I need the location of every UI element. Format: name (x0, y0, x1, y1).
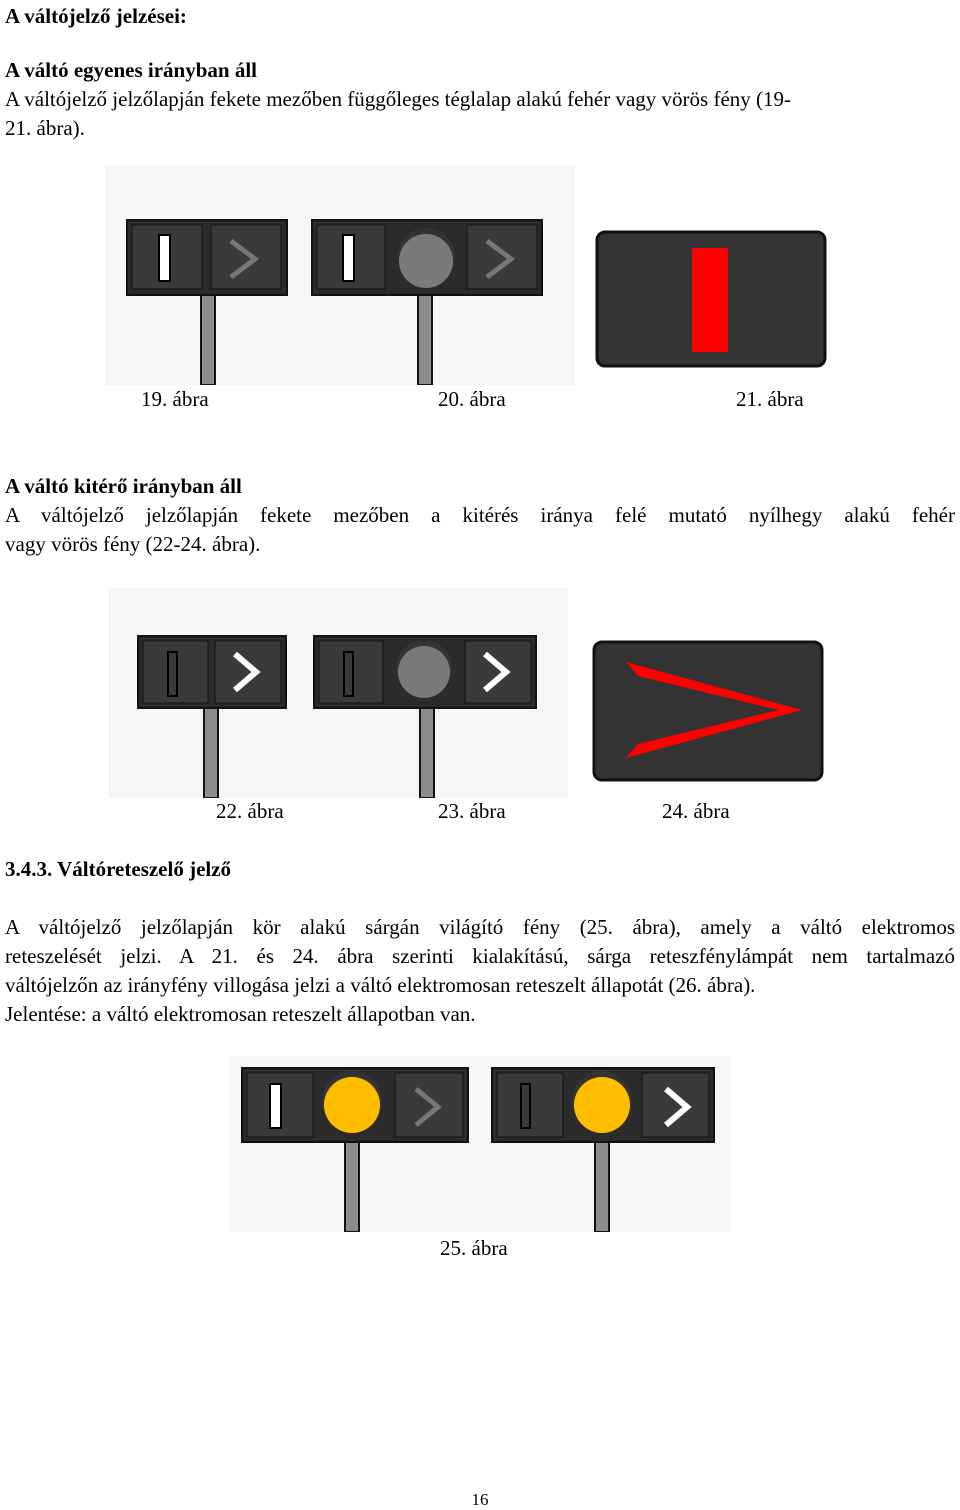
section1-title: A váltó egyenes irányban áll (5, 58, 258, 82)
caption-20: 20. ábra (438, 387, 506, 411)
signal-21 (595, 230, 827, 370)
signal-24 (592, 640, 824, 782)
section2-title: A váltó kitérő irányban áll (5, 474, 242, 498)
section3-text-line3: váltójelzőn az irányfény villogása jelzi a váltó elektromosan reteszelt állapotát (26. ábra). (5, 973, 756, 997)
section3-text-line2: reteszelését jelzi. A 21. és 24. ábra szerinti kialakítású, sárga reteszfénylámpát nem tartalmazó (5, 944, 955, 968)
page-number: 16 (471, 1490, 489, 1509)
section1-text-line2: 21. ábra). (5, 116, 85, 140)
caption-19: 19. ábra (141, 387, 209, 411)
section2-text-line2: vagy vörös fény (22-24. ábra). (5, 532, 261, 556)
section3-text-line4: Jelentése: a váltó elektromosan reteszelt állapotban van. (5, 1002, 476, 1026)
section1-text-line1: A váltójelző jelzőlapján fekete mezőben függőleges téglalap alakú fehér vagy vörös fény (19- (5, 87, 792, 111)
page-heading: A váltójelző jelzései: (5, 4, 187, 28)
caption-21: 21. ábra (736, 387, 804, 411)
caption-25: 25. ábra (440, 1236, 508, 1260)
figure-22-23 (108, 588, 568, 798)
section2-text-line1: A váltójelző jelzőlapján fekete mezőben a kitérés iránya felé mutató nyílhegy alakú fehér (5, 503, 955, 527)
section3-text-line1: A váltójelző jelzőlapján kör alakú sárgán világító fény (25. ábra), amely a váltó elektromos (5, 915, 955, 939)
section3-title: 3.4.3. Váltóreteszelő jelző (5, 857, 232, 881)
caption-22: 22. ábra (216, 799, 284, 823)
caption-23: 23. ábra (438, 799, 506, 823)
figure-25 (230, 1056, 730, 1232)
figure-19-20 (105, 165, 575, 385)
caption-24: 24. ábra (662, 799, 730, 823)
